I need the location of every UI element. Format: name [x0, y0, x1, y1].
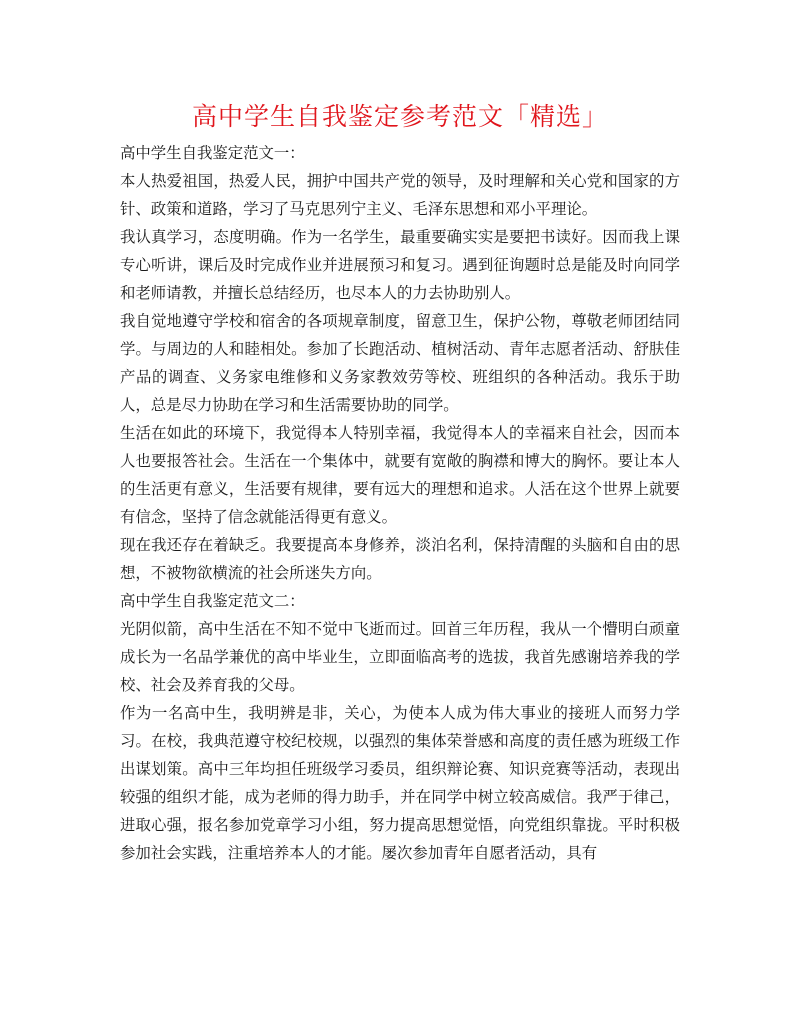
section-heading-2: 高中学生自我鉴定范文二： — [120, 592, 305, 610]
paragraph: 我认真学习，态度明确。作为一名学生，最重要确实实是要把书读好。因而我上课专心听讲，课后及时完成作业并进展预习和复习。遇到征询题时总是能及时向同学和老师请教，并擅长总结经历，也尽本人的力去协助别人。 — [120, 228, 680, 302]
paragraph: 现在我还存在着缺乏。我要提高本身修养，淡泊名利，保持清醒的头脑和自由的思想，不被物欲横流的社会所迷失方向。 — [120, 536, 680, 582]
paragraph: 作为一名高中生，我明辨是非，关心，为使本人成为伟大事业的接班人而努力学习。在校，我典范遵守校纪校规，以强烈的集体荣誉感和高度的责任感为班级工作出谋划策。高中三年均担任班级学习委员，组织辩论赛、知识竞赛等活动，表现出较强的组织才能，成为老师的得力助手，并在同学中树立较高威信。我严于律己，进取心强，报名参加党章学习小组，努力提高思想觉悟，向党组织靠拢。平时积极参加社会实践，注重培养本人的才能。屡次参加青年自愿者活动，具有 — [120, 704, 680, 862]
document-title: 高中学生自我鉴定参考范文「精选」 — [191, 102, 608, 131]
paragraph: 本人热爱祖国，热爱人民，拥护中国共产党的领导，及时理解和关心党和国家的方针、政策和道路，学习了马克思列宁主义、毛泽东思想和邓小平理论。 — [120, 172, 680, 218]
paragraph: 我自觉地遵守学校和宿舍的各项规章制度，留意卫生，保护公物，尊敬老师团结同学。与周边的人和睦相处。参加了长跑活动、植树活动、青年志愿者活动、舒肤佳产品的调查、义务家电维修和义务家教效劳等校、班组织的各种活动。我乐于助人，总是尽力协助在学习和生活需要协助的同学。 — [120, 312, 680, 414]
paragraph: 生活在如此的环境下，我觉得本人特别幸福，我觉得本人的幸福来自社会，因而本人也要报答社会。生活在一个集体中，就要有宽敞的胸襟和博大的胸怀。要让本人的生活更有意义，生活要有规律，要有远大的理想和追求。人活在这个世界上就要有信念，坚持了信念就能活得更有意义。 — [120, 424, 680, 526]
paragraph: 光阴似箭，高中生活在不知不觉中飞逝而过。回首三年历程，我从一个懵明白顽童成长为一名品学兼优的高中毕业生，立即面临高考的选拔，我首先感谢培养我的学校、社会及养育我的父母。 — [120, 620, 680, 694]
section-heading-1: 高中学生自我鉴定范文一： — [120, 144, 305, 162]
